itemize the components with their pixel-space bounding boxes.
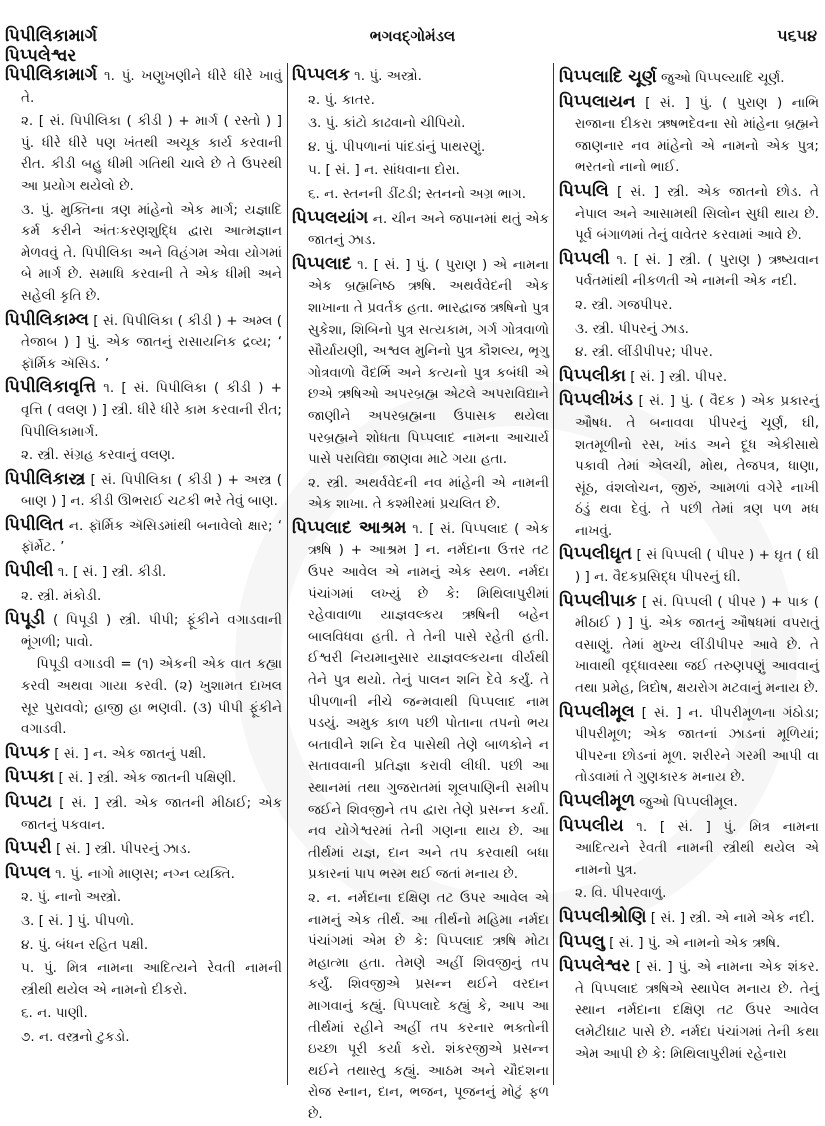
dictionary-entry	[5, 743, 282, 766]
headword: પિપ્પલુ	[559, 931, 605, 952]
sense: ૫. [ સં. ] ન. સાંધવાના દોરા.	[308, 162, 460, 179]
sense: ૩. પું. મુક્તિના ત્રણ માંહેનો એક માર્ગ; યજ્ઞાદિ કર્મ કરીને અંતઃકરણશુદ્ધિ દ્વારા આત્મજ્ઞાન મેળવવું તે. પિપીલિકા અને વિહંગમ એવા યોગમાં બે માર્ગ છે. સમાધિ કરવાની તે એક ધીમી અને સહેલી કૃતિ છે.	[21, 201, 282, 304]
dictionary-entry	[5, 515, 282, 559]
dictionary-entry	[5, 310, 282, 376]
definition: ૧. [ સં. પિપ્પલાદ ( એક ઋષિ ) + આશ્રમ ] ન. નર્મદાના ઉત્તર તટ ઉપર આવેલ એ નામનું એક સ્થળ. નર્મદા પંચાંગમાં લખ્યું છે કે: મિથિલાપુરીમાં રહેવાવાળા યાજ્ઞવલ્કય ઋષિની બહેન બાલવિધવા હતી. તે તેની પાસે રહેતી હતી. ઈશ્વરી નિયમાનુસાર યાજ્ઞવલ્કયના વીર્યથી તેને પુત્ર થયો. તેનું પાલન શનિ દેવે કર્યું. તે પીપળાની નીચે જન્મવાથી પિપ્પલાદ નામ પડયું. અમુક કાળ પછી પોતાના તપનો ભય બતાવીને શનિ દેવ પાસેથી તેણે બાળકોને ન સતાવવાની પ્રતિજ્ઞા કરાવી લીધી. પછી આ સ્થાનમાં તથા ગુજરાતમાં શૂલપાણિની સમીપ જઈને શિવજીને તપ દ્વારા તેણે પ્રસન્ન કર્યા. નવ યોગેશ્વરમાં તેની ગણના થાય છે. આ તીર્થમાં યજ્ઞ, દાન અને તપ કરવાથી બધા પ્રકારનાં પાપ ભસ્મ થઈ જતાં મનાય છે.	[308, 520, 549, 883]
page-number: ૫૬૫૪	[777, 26, 817, 45]
column-3	[559, 65, 819, 1065]
definition: [ સં. ] સ્ત્રી. એક જાતનો છોડ. તે નેપાલ અને આસામથી સિલોન સુધી થાય છે. પૂર્વ બંગાળમાં તેનું વાવેતર કરવામાં આવે છે.	[575, 183, 819, 244]
sense: ૨. [ સં. પિપીલિકા ( કીડી ) + માર્ગ ( રસ્તો ) ] પું. ધીરે ધીરે પણ ખંતથી અચૂક કાર્ય કરવાની રીત. કીડી બહુ ધીમી ગતિથી ચાલે છે તે ઉપરથી આ પ્રયોગ થયેલો છે.	[21, 113, 282, 194]
dictionary-entry	[559, 92, 819, 179]
sense: ૩. સ્ત્રી. પીપરનું ઝાડ.	[575, 320, 689, 337]
definition: [ સં. ] સ્ત્રી. એક જાતની મીઠાઈ; એક જાતનું પકવાન.	[21, 795, 282, 833]
sense: ૭. ન. વસ્ત્રનો ટુકડો.	[21, 1028, 130, 1045]
definition: [ સં. ] સ્ત્રી. પીપર.	[630, 368, 728, 385]
definition: [ સં. ] ન. પીપરીમૂળના ગંઠોડા; પીપરીમૂળ; એક જાતનાં ઝાડનાં મૂળિયાં; પીપરના છોડનાં મૂળ. શરીરને ગરમી આપી વા તોડવામાં તે ગુણકારક મનાય છે.	[575, 704, 819, 786]
definition: ( પિપૂડી ) સ્ત્રી. પીપી; ફૂંકીને વગાડવાની ભૂંગળી; પાવો.	[21, 612, 282, 650]
headword: પિપ્પલીખંડ	[559, 390, 634, 411]
sense: ૨. સ્ત્રી. અથર્વવેદની નવ માંહેની એ નામની એક શાખા. તે કશ્મીરમાં પ્રચલિત છે.	[308, 474, 549, 513]
definition: ૧. પું. અસ્ત્રો.	[354, 68, 422, 84]
headword: પિપીલિકાવૃત્તિ	[5, 377, 97, 398]
sense: ૨. ન. નર્મદાના દક્ષિણ તટ ઉપર આવેલ એ નામનું એક તીર્થ. આ તીર્થનો મહિમા નર્મદા પંચાંગમાં એમ છે કે: પિપ્પલાદ ઋષિ મોટા મહાત્મા હતા. તેમણે અહીં શિવજીનું તપ કર્યું. શિવજીએ પ્રસન્ન થઈને વરદાન માગવાનું કહ્યું. પિપ્પલાદે કહ્યું કે, આપ આ તીર્થમાં રહીને અહીં તપ કરનાર ભક્તોની ઇચ્છા પૂરી કર્યા કરો. શંકરજીએ પ્રસન્ન થઈને તથાસ્તુ કહ્યું. આઠમ અને ચૌદશના રોજ સ્નાન, દાન, ભજન, પૂજનનું મોટું ફળ છે.	[308, 889, 549, 1122]
sense: ૬. ન. પાણી.	[21, 1005, 88, 1022]
running-head-first: પિપીલિકામાર્ગ	[5, 26, 98, 46]
dictionary-entry	[5, 767, 282, 790]
definition: ૧. [ સં. પિપીલિકા ( કીડી ) + વૃત્તિ ( વલણ ) ] સ્ત્રી. ધીરે ધીરે કામ કરવાની રીત; પિપીલિકામાર્ગ.	[21, 380, 282, 440]
sense: ૫. પું. મિત્ર નામના આદિત્યને રેવતી નામની સ્ત્રીથી થયેલ એ નામનો દીકરો.	[21, 960, 282, 998]
headword: પિપ્પલીપાક	[559, 590, 637, 611]
definition: [ સં. ] પું. ( વૈદક ) એક પ્રકારનું ઔષધ. તે બનાવવા પીપરનું ચૂર્ણ, ઘી, શતમૂળીનો રસ, ખાંડ અને દૂધ એકીસાથે પકાવી તેમાં એલચી, મોથ, તેજપત્ર, ધાણા, સૂંઠ, વંશલોચન, જીરું, આમળાં વગેરે નાખી ઠંડું થવા દેવું. તે પછી તેમાં ત્રણ પળ મધ નાખવું.	[575, 393, 820, 539]
definition: ૧. [ સં. ] પું. મિત્ર નામના આદિત્યને રેવતી નામની સ્ત્રીથી થયેલ એ નામનો પુત્ર.	[575, 818, 819, 878]
column-divider	[553, 63, 554, 1085]
dictionary-entry	[559, 791, 819, 814]
running-head-last: પિપ્પલેશ્વર	[5, 46, 77, 66]
page-title: ભગવદ્ગોમંડલ	[369, 27, 456, 45]
definition: [ સં. ] સ્ત્રી. પીપરનું ઝાડ.	[55, 841, 191, 858]
dictionary-entry	[292, 65, 549, 88]
dictionary-entry	[559, 702, 819, 789]
headword: પિપ્પરી	[5, 838, 52, 859]
dictionary-entry	[559, 390, 819, 542]
definition: ૧. [ સં. ] સ્ત્રી. ( પુરાણ ) ઋષ્યવાન પર્વતમાંથી નીકળતી એ નામની એક નદી.	[575, 251, 819, 290]
headword: પિપ્પટા	[5, 792, 53, 812]
definition: ન. ફૉર્મિક ઍસિડમાંથી બનાવેલો ક્ષાર; ‘ ફૉર્મેટ. ’	[21, 517, 282, 556]
dictionary-entry	[5, 838, 282, 861]
sense: ૩. [ સં. ] પું. પીપળો.	[21, 912, 135, 929]
definition: [ સં. ] પું. ( પુરાણ ) નાભિ રાજાના દીકરા ઋષભદેવના સો માંહેના બ્રહ્મને જાણનાર નવ માંહેનો એ નામનો એક પુત્ર; ભરતનો નાનો ભાઈ.	[575, 94, 820, 176]
column-divider	[287, 63, 288, 1085]
dictionary-entry	[5, 792, 282, 836]
sense: ૪. પું. બંધન રહિત પક્ષી.	[21, 936, 149, 953]
definition: [ સં. ] સ્ત્રી. એ નામે એક નદી.	[650, 909, 815, 926]
dictionary-entry	[559, 932, 819, 955]
dictionary-entry	[292, 518, 549, 886]
dictionary-entry	[559, 249, 819, 293]
headword: પિપીલી	[5, 561, 54, 582]
headword: પિપ્પલાદિ ચૂર્ણ	[559, 67, 657, 87]
dictionary-entry	[5, 561, 282, 584]
sense: ૨. સ્ત્રી. સંગ્રહ કરવાનું વલણ.	[21, 447, 176, 464]
definition: [ સં. ] પું. એ નામના એક શંકર. તે પિપ્પલાદ ઋષિએ સ્થાપેલ મનાય છે. તેનું સ્થાન નર્મદાના દક્ષિણ તટ ઉપર આવેલ લમેટીઘાટ પાસે છે. નર્મદા પંચાંગમાં તેની કથા એમ આપી છે કે: મિથિલાપુરીમાં રહેનારા	[575, 959, 819, 1062]
headword: પિપીલિકાસ્ત્ર	[5, 468, 86, 489]
sense: ૪. પું. પીપળાનાં પાંદડાંનું પાથરણું.	[308, 138, 486, 155]
sense: ૨. વિ. પીપરવાળું.	[575, 885, 667, 902]
definition: [ સં. પિપ્પલી ( પીપર ) + પાક ( મીઠાઈ ) ] પું. એક જાતનું ઔષધમાં વપરાતું વસાણું. તેમાં મુખ્ય લીંડીપીપર આવે છે. તે ખાવાથી વૃદ્ધાવસ્થા જઈ તરુણપણું આવવાનું તથા પ્રમેહ, ત્રિદોષ, ક્ષયરોગ મટવાનું મનાય છે.	[575, 593, 819, 697]
sense: ૪. સ્ત્રી. લીંડીપીપર; પીપર.	[575, 344, 713, 361]
headword: પિપ્પલીમૂળ	[559, 791, 635, 811]
sense: ૩. પું. કાંટો કાઢવાનો ચીપિયો.	[308, 115, 466, 132]
headword: પિપ્પલિ	[559, 180, 609, 201]
headword: પિપૂડી	[5, 609, 46, 630]
sense: ૨. સ્ત્રી. ગજપીપર.	[575, 296, 673, 313]
definition: ૧. [ સં. ] સ્ત્રી. કીડી.	[57, 564, 167, 581]
headword: પિપ્પલીઘૃત	[559, 544, 633, 565]
headword: પિપ્પલીય	[559, 815, 624, 836]
column-2	[292, 63, 549, 1126]
dictionary-entry	[5, 65, 282, 109]
dictionary-entry	[559, 366, 819, 389]
headword: પિપીલિકામાર્ગ	[5, 65, 98, 85]
dictionary-entry	[559, 816, 819, 882]
dictionary-entry	[292, 254, 549, 471]
headword: પિપીલિકામ્લ	[5, 309, 89, 330]
idiom: પિપૂડી વગાડવી = (૧) એકની એક વાત કહ્યા કરવી અથવા ગાયા કરવી. (૨) ખુશામત દાખલ સૂર પુરાવવો; હાજી હા ભણવી. (૩) પીપી ફૂંકીને વગાડવી.	[21, 656, 282, 738]
definition: [ સં. ] પું. એ નામનો એક ઋષિ.	[609, 934, 781, 951]
dictionary-entry	[292, 208, 549, 252]
definition: ૧. પું. નાગો માણસ; નગ્ન વ્યક્તિ.	[55, 865, 235, 882]
dictionary-entry	[559, 956, 819, 1065]
headword: પિપીલિત	[5, 514, 64, 535]
definition: [ સં પિપ્પલી ( પીપર ) + ઘૃત ( ઘી ) ] ન. વૈદકપ્રસિદ્ધ પીપરનું ઘી.	[575, 547, 819, 586]
headword: પિપ્પલાદ	[292, 253, 352, 274]
definition: [ સં. પિપીલિકા ( કીડી ) + અસ્ત્ર ( બાણ ) ] ન. કીડી ઊભરાઈ ચટકી ભરે તેવું બાણ.	[21, 471, 282, 510]
dictionary-entry	[5, 377, 282, 443]
dictionary-entry	[559, 67, 819, 90]
headword: પિપ્પલીકા	[559, 365, 626, 386]
headword: પિપ્પલેશ્વર	[559, 956, 631, 977]
headword: પિપ્પલાયન	[559, 91, 636, 112]
headword: પિપ્પલયાંગ	[292, 207, 369, 228]
headword: પિપ્પલીમૂલ	[559, 701, 635, 722]
headword: પિપ્પક	[5, 742, 50, 763]
sense: ૨. પું. કાતર.	[308, 91, 375, 108]
headword: પિપ્પકા	[5, 767, 55, 788]
sense: ૬. ન. સ્તનની ડીંટડી; સ્તનનો અગ્ર ભાગ.	[308, 185, 526, 202]
headword: પિપ્પલ	[5, 862, 51, 883]
definition: [ સં. ] ન. એક જાતનું પક્ષી.	[54, 745, 207, 762]
dictionary-entry	[559, 907, 819, 930]
definition: [ સં. ] સ્ત્રી. એક જાતની પક્ષિણી.	[58, 770, 237, 787]
headword: પિપ્પલીશ્રોણિ	[559, 906, 647, 927]
dictionary-entry	[559, 181, 819, 247]
definition: ન. ચીન અને જપાનમાં થતું એક જાતનું ઝાડ.	[308, 210, 550, 249]
dictionary-entry	[5, 469, 282, 513]
definition: ૧. [ સં. ] પું. ( પુરાણ ) એ નામના એક બ્રહ્મનિષ્ઠ ઋષિ. અથર્વવેદની એક શાખાના તે પ્રવર્તક હતા. ભારદ્વાજ ઋષિનો પુત્ર સુકેશા, શિબિનો પુત્ર સત્યકામ, ગર્ગ ગોત્રવાળો સૌર્યાયણી, અશ્વલ મુનિનો પુત્ર કૌશલ્ય, ભૃગુ ગોત્રવાળો વૈદર્ભિ અને કત્યનો પુત્ર કબંધી એ છએ ઋષિઓ અપરબ્રહ્મ એટલે અપરાવિદ્યાને જાણીને અપરબ્રહ્મના ઉપાસક થયેલા પરબ્રહ્મને શોધતા પિપ્પલાદ નામના આચાર્ય પાસે પરાવિદ્યા જાણવા માટે ગયા હતા.	[308, 256, 549, 468]
dictionary-entry	[559, 544, 819, 588]
dictionary-entry	[5, 609, 282, 653]
sense: ૨. સ્ત્રી. મંકોડી.	[21, 587, 102, 604]
headword: પિપ્પલી	[559, 248, 610, 269]
dictionary-entry	[559, 591, 819, 700]
sense: ૨. પું. નાનો અસ્ત્રો.	[21, 889, 122, 906]
definition: જુઓ પિપ્પલ્યાદિ ચૂર્ણ.	[661, 70, 785, 86]
definition: જુઓ પિપ્પલીમૂલ.	[639, 794, 738, 810]
definition: ૧. પું. ખણુખણીને ધીરે ધીરે ખાવું તે.	[21, 68, 282, 106]
dictionary-entry	[5, 863, 282, 886]
column-1	[5, 63, 282, 1049]
headword: પિપ્પલાદ આશ્રમ	[292, 517, 407, 538]
headword: પિપ્પલક	[292, 65, 350, 85]
definition: [ સં. પિપીલિકા ( કીડી ) + અમ્લ ( તેજાબ ) ] પું. એક જાતનું રાસાયનિક દ્રવ્ય; ‘ ફૉર્મિક ઍસિડ. ’	[21, 312, 282, 372]
